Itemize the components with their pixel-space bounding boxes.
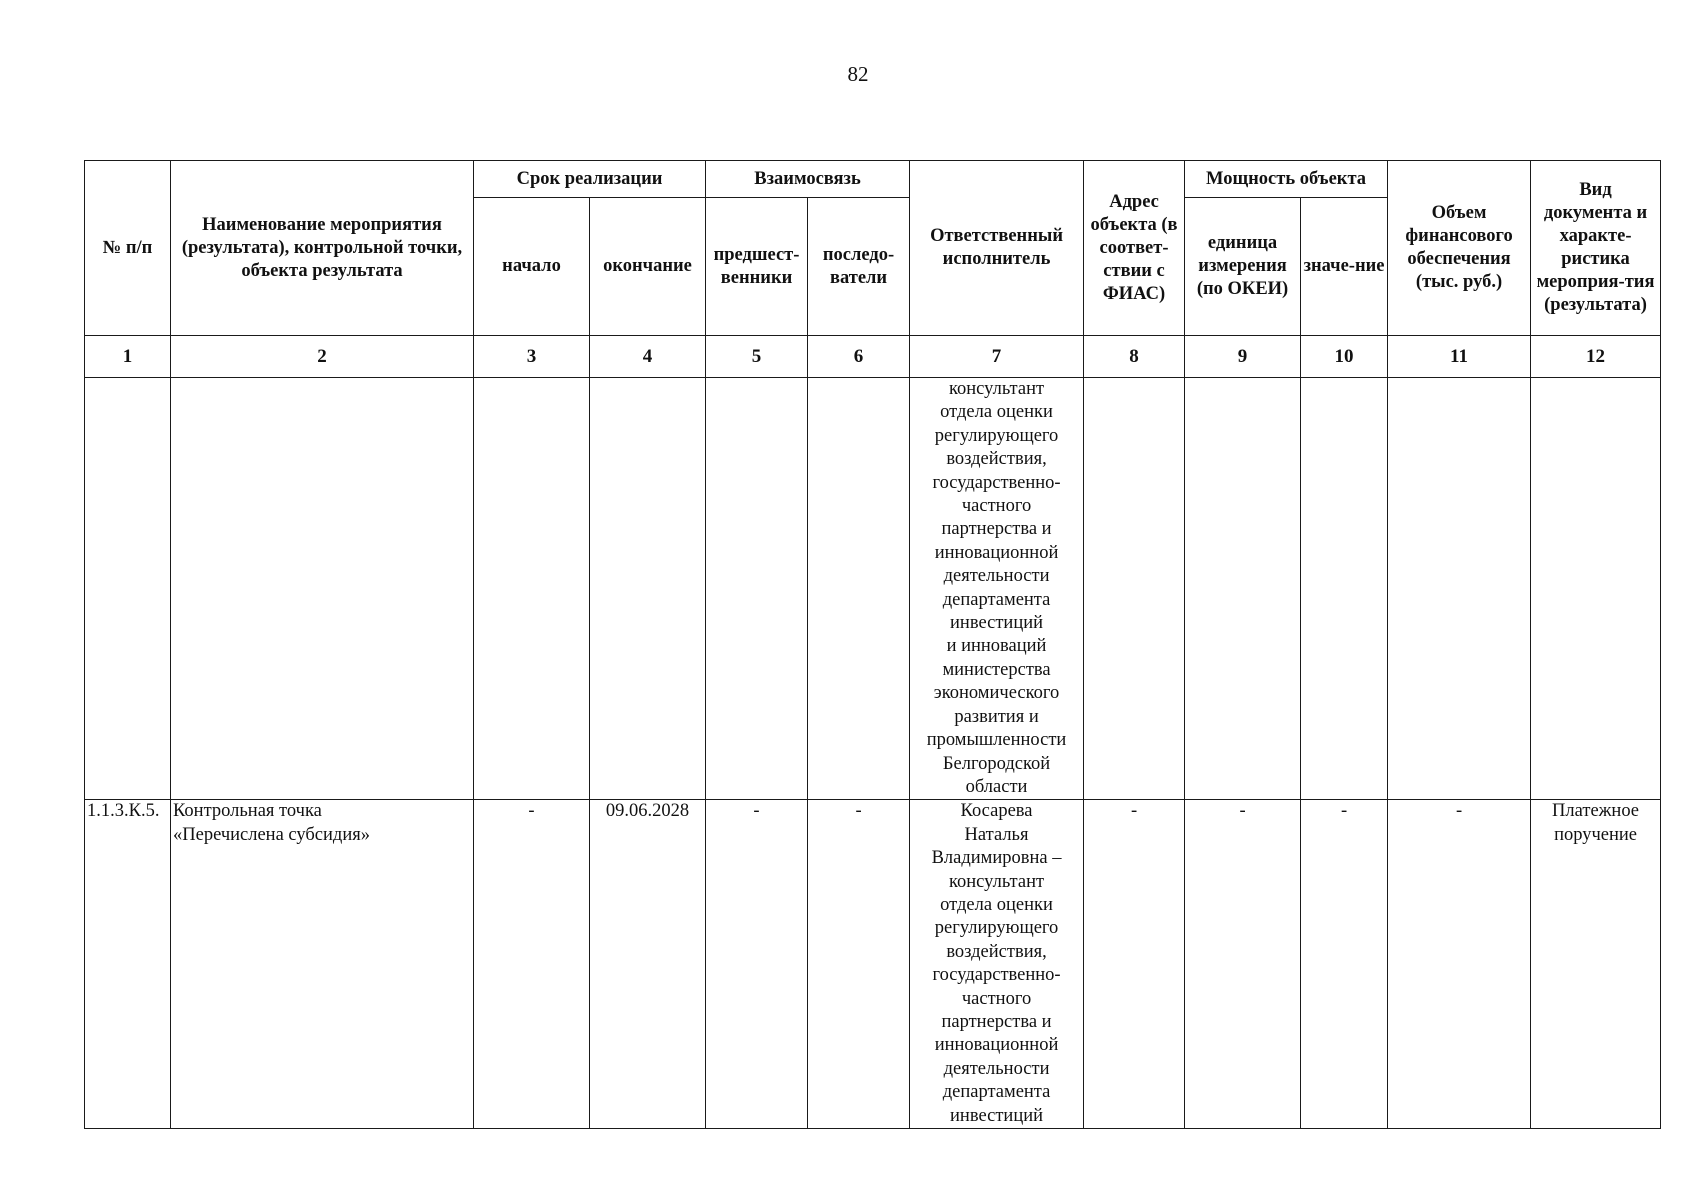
header-predecessors: предшест-венники xyxy=(706,198,808,336)
cell-end xyxy=(590,378,706,800)
header-group-term: Срок реализации xyxy=(474,161,706,198)
responsible-line: деятельности xyxy=(943,566,1050,587)
column-number: 5 xyxy=(706,336,808,378)
responsible-line: консультант xyxy=(948,379,1045,399)
doc-line: Платежное xyxy=(1552,801,1640,822)
page-number: 82 xyxy=(847,62,869,86)
responsible-line: инвестиций xyxy=(950,1105,1044,1126)
responsible-line: департамента xyxy=(942,589,1051,610)
header-value: значе-ние xyxy=(1301,198,1388,336)
cell-address: - xyxy=(1084,800,1185,1129)
header-responsible: Ответственный исполнитель xyxy=(910,161,1084,336)
responsible-line: области xyxy=(965,776,1028,797)
responsible-line: министерства xyxy=(942,659,1051,680)
header-successors: последо-ватели xyxy=(808,198,910,336)
cell-unit: - xyxy=(1185,800,1301,1129)
header-finance: Объем финансового обеспечения (тыс. руб.) xyxy=(1388,161,1531,336)
responsible-line: экономического xyxy=(933,683,1060,704)
header-group-link: Взаимосвязь xyxy=(706,161,910,198)
cell-predecessors xyxy=(706,378,808,800)
responsible-line: Белгородской xyxy=(942,753,1051,774)
cell-responsible xyxy=(910,378,1084,800)
cell-finance xyxy=(1388,378,1531,800)
column-number: 8 xyxy=(1084,336,1185,378)
cell-start: - xyxy=(474,800,590,1129)
header-row-groups xyxy=(85,161,1661,198)
cell-value: - xyxy=(1301,800,1388,1129)
column-number: 1 xyxy=(85,336,171,378)
responsible-line: регулирующего xyxy=(934,425,1059,446)
cell-num xyxy=(85,378,171,800)
header-address: Адрес объекта (в соответ-ствии с ФИАС) xyxy=(1084,161,1185,336)
responsible-line: инновационной xyxy=(934,542,1059,563)
column-number: 10 xyxy=(1301,336,1388,378)
column-number: 2 xyxy=(171,336,474,378)
cell-successors: - xyxy=(808,800,910,1129)
cell-value xyxy=(1301,378,1388,800)
responsible-line: консультант xyxy=(948,871,1045,892)
header-group-capacity: Мощность объекта xyxy=(1185,161,1388,198)
responsible-line: частного xyxy=(961,988,1032,1009)
column-number: 7 xyxy=(910,336,1084,378)
cell-responsible xyxy=(910,800,1084,1129)
responsible-line: и инноваций xyxy=(946,636,1047,657)
responsible-line: Косарева xyxy=(960,801,1033,822)
responsible-line: Наталья xyxy=(964,824,1029,845)
cell-name xyxy=(171,800,474,1129)
cell-num: 1.1.3.К.5. xyxy=(85,800,171,1129)
cell-unit xyxy=(1185,378,1301,800)
cell-name xyxy=(171,378,474,800)
header-start: начало xyxy=(474,198,590,336)
doc-line: поручение xyxy=(1554,824,1637,845)
cell-start xyxy=(474,378,590,800)
header-num: № п/п xyxy=(85,161,171,336)
cell-finance: - xyxy=(1388,800,1531,1129)
table-row xyxy=(85,378,1661,800)
header-unit: единица измерения (по ОКЕИ) xyxy=(1185,198,1301,336)
responsible-line: Владимировна – xyxy=(931,848,1062,869)
column-number: 12 xyxy=(1531,336,1661,378)
responsible-line: департамента xyxy=(942,1082,1051,1103)
responsible-line: инвестиций xyxy=(950,613,1044,634)
responsible-line: инновационной xyxy=(934,1035,1059,1056)
cell-address xyxy=(1084,378,1185,800)
responsible-line: государственно- xyxy=(932,965,1061,986)
column-number: 9 xyxy=(1185,336,1301,378)
header-name: Наименование мероприятия (результата), контрольной точки, объекта результата xyxy=(171,161,474,336)
column-number: 4 xyxy=(590,336,706,378)
name-line: «Перечислена субсидия» xyxy=(173,824,370,845)
responsible-line: отдела оценки xyxy=(940,894,1053,915)
responsible-line: частного xyxy=(961,496,1032,517)
cell-end: 09.06.2028 xyxy=(590,800,706,1129)
plan-table xyxy=(84,160,1661,1129)
cell-doc xyxy=(1531,800,1661,1129)
cell-doc xyxy=(1531,378,1661,800)
responsible-line: деятельности xyxy=(943,1058,1050,1079)
responsible-line: государственно- xyxy=(932,472,1061,493)
responsible-line: воздействия, xyxy=(946,941,1047,962)
responsible-line: отдела оценки xyxy=(940,402,1053,423)
header-doc-type: Вид документа и характе-ристика мероприя-тия (результата) xyxy=(1531,161,1661,336)
cell-predecessors: - xyxy=(706,800,808,1129)
column-number: 6 xyxy=(808,336,910,378)
responsible-line: воздействия, xyxy=(946,449,1047,470)
responsible-line: партнерства и xyxy=(941,519,1052,540)
table-row xyxy=(85,800,1661,1129)
column-number: 3 xyxy=(474,336,590,378)
column-numbers-row xyxy=(85,336,1661,378)
name-line: Контрольная точка xyxy=(173,801,322,822)
responsible-line: партнерства и xyxy=(941,1011,1052,1032)
responsible-line: промышленности xyxy=(926,730,1067,751)
column-number: 11 xyxy=(1388,336,1531,378)
cell-successors xyxy=(808,378,910,800)
responsible-line: развития и xyxy=(954,706,1039,727)
header-end: окончание xyxy=(590,198,706,336)
responsible-line: регулирующего xyxy=(934,918,1059,939)
